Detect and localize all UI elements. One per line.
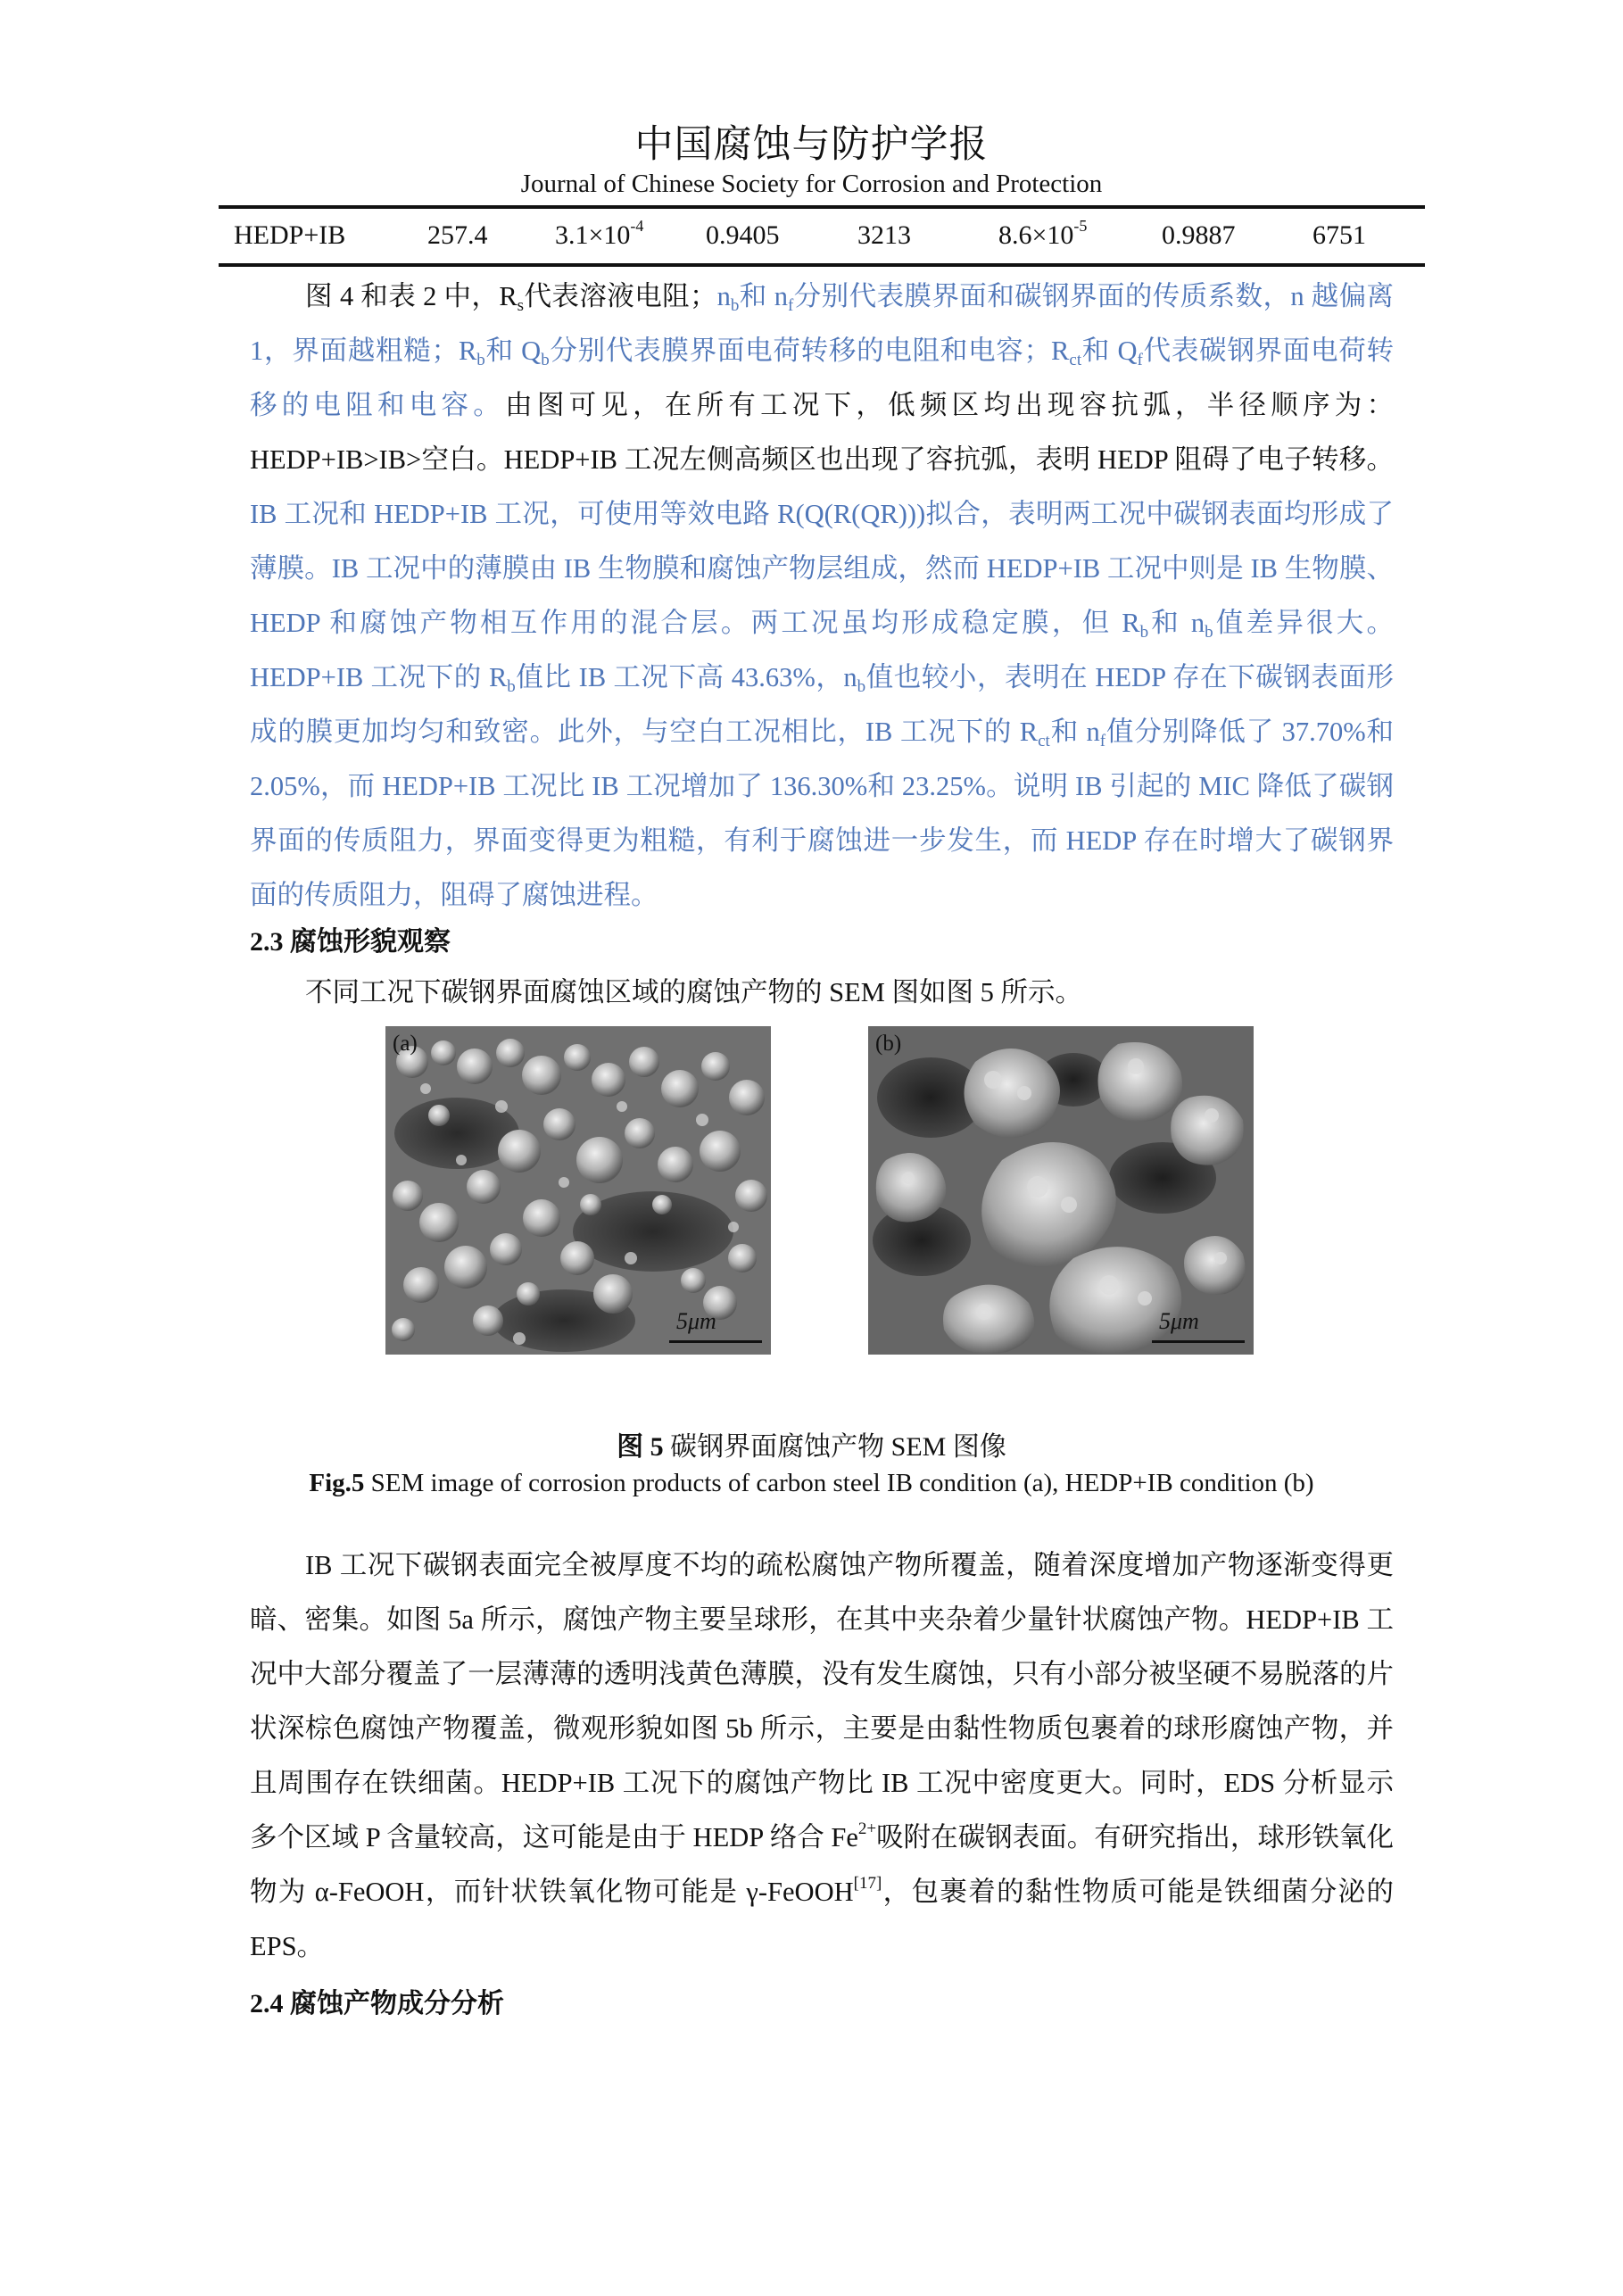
panel-label-a: (a): [393, 1032, 418, 1056]
paragraph-sem-intro: 不同工况下碳钢界面腐蚀区域的腐蚀产物的 SEM 图如图 5 所示。: [305, 977, 1082, 1007]
table-cell-qb-mantissa: 3.1×10: [555, 220, 631, 250]
figure-caption-en-label: Fig.5: [309, 1469, 365, 1497]
journal-title-cn: 中国腐蚀与防护学报: [634, 124, 989, 166]
table-cell-nb: 0.9405: [706, 220, 780, 250]
figure-caption-en: [0, 1469, 1623, 1498]
paragraph-morphology: IB 工况下碳钢表面完全被厚度不均的疏松腐蚀产物所覆盖，随着深度增加产物逐渐变得更暗、密集。如图 5a 所示，腐蚀产物主要呈球形，在其中夹杂着少量针状腐蚀产物。HEDP+IB 工况中大部分覆盖了一层薄薄的透明浅黄色薄膜，没有发生腐蚀，只有小部分被坚硬不易脱落的片状深棕色腐蚀产物覆盖，微观形貌如图 5b 所示，主要是由黏性物质包裹着的球形腐蚀产物，并且周围存在铁细菌。HEDP+IB 工况下的腐蚀产物比 IB 工况中密度更大。同时，EDS 分析显示多个区域 P 含量较高，这可能是由于 HEDP 络合 $Fe^{2+}$吸附在碳钢表面。有研究指出，球形铁氧化物为 α-FeOOH，而针状铁氧化物可能是 γ-FeOOH[17]，包裹着的黏性物质可能是铁细菌分泌的 EPS。: [250, 1550, 1395, 1961]
figure-caption-cn-label: 图 5: [617, 1432, 664, 1462]
scale-bar-label-a: 5μm: [676, 1308, 716, 1334]
sem-texture-a: [385, 1026, 771, 1355]
figure-caption-cn-text: 碳钢界面腐蚀产物 SEM 图像: [663, 1432, 1006, 1462]
section-heading-2-3: 2.3 腐蚀形貌观察: [250, 927, 451, 957]
table-bottom-rule: [219, 263, 1425, 267]
table-cell-qb-exp: -4: [630, 217, 644, 235]
paragraph-eis-discussion: 图 4 和表 2 中，$R_s$代表溶液电阻；$n_b$和 $n_f$分别代表膜界面和碳钢界面的传质系数，n 越偏离 1，界面越粗糙；$R_b$和 $Q_b$分别代表膜界面电荷转移的电阻和电容；$R_{ct}$和 $Q_f$代表碳钢界面电荷转移的电阻和电容。由图可见，在所有工况下，低频区均出现容抗弧，半径顺序为：HEDP+IB>IB>空白。HEDP+IB 工况左侧高频区也出现了容抗弧，表明 HEDP 阻碍了电子转移。IB 工况和 HEDP+IB 工况，可使用等效电路 R(Q(R(QR)))拟合，表明两工况中碳钢表面均形成了薄膜。IB 工况中的薄膜由 IB 生物膜和腐蚀产物层组成，然而 HEDP+IB 工况中则是 IB 生物膜、HEDP 和腐蚀产物相互作用的混合层。两工况虽均形成稳定膜，但 $R_b$和 $n_b$值差异很大。HEDP+IB 工况下的 $R_b$值比 IB 工况下高 43.63%，$n_b$值也较小，表明在 HEDP 存在下碳钢表面形成的膜更加均匀和致密。此外，与空白工况相比，IB 工况下的 $R_{ct}$和 $n_f$值分别降低了 37.70%和 2.05%，而 HEDP+IB 工况比 IB 工况增加了 136.30%和 23.25%。说明 IB 引起的 MIC 降低了碳钢界面的传质阻力，界面变得更为粗糙，有利于腐蚀进一步发生，而 HEDP 存在时增大了碳钢界面的传质阻力，阻碍了腐蚀进程。: [250, 281, 1395, 910]
table-cell-qf-mantissa: 8.6×10: [998, 220, 1074, 250]
figure-caption-en-text: SEM image of corrosion products of carbon steel IB condition (a), HEDP+IB condition (b): [364, 1469, 1314, 1497]
table-cell-condition: HEDP+IB: [234, 220, 346, 250]
panel-label-b: (b): [875, 1032, 902, 1056]
table-cell-qb: [555, 217, 644, 251]
table-row: [0, 217, 1623, 256]
sem-image-b: [868, 1026, 1254, 1355]
table-cell-rct: 6751: [1312, 220, 1366, 250]
table-cell-qf-exp: -5: [1073, 217, 1088, 235]
scale-bar-a: [669, 1340, 762, 1343]
table-cell-rs: 257.4: [427, 220, 488, 250]
sem-image-a: [385, 1026, 771, 1355]
journal-title-en: Journal of Chinese Society for Corrosion and Protection: [520, 170, 1103, 198]
table-cell-qf: [998, 217, 1088, 251]
sem-texture-b: [868, 1026, 1254, 1355]
figure-caption-cn: [0, 1424, 1623, 1463]
table-top-rule: [219, 205, 1425, 209]
scale-bar-b: [1152, 1340, 1245, 1343]
table-cell-nf: 0.9887: [1162, 220, 1236, 250]
table-cell-rb: 3213: [857, 220, 911, 250]
section-heading-2-4: 2.4 腐蚀产物成分分析: [250, 1989, 504, 2018]
scale-bar-label-b: 5μm: [1159, 1308, 1199, 1334]
